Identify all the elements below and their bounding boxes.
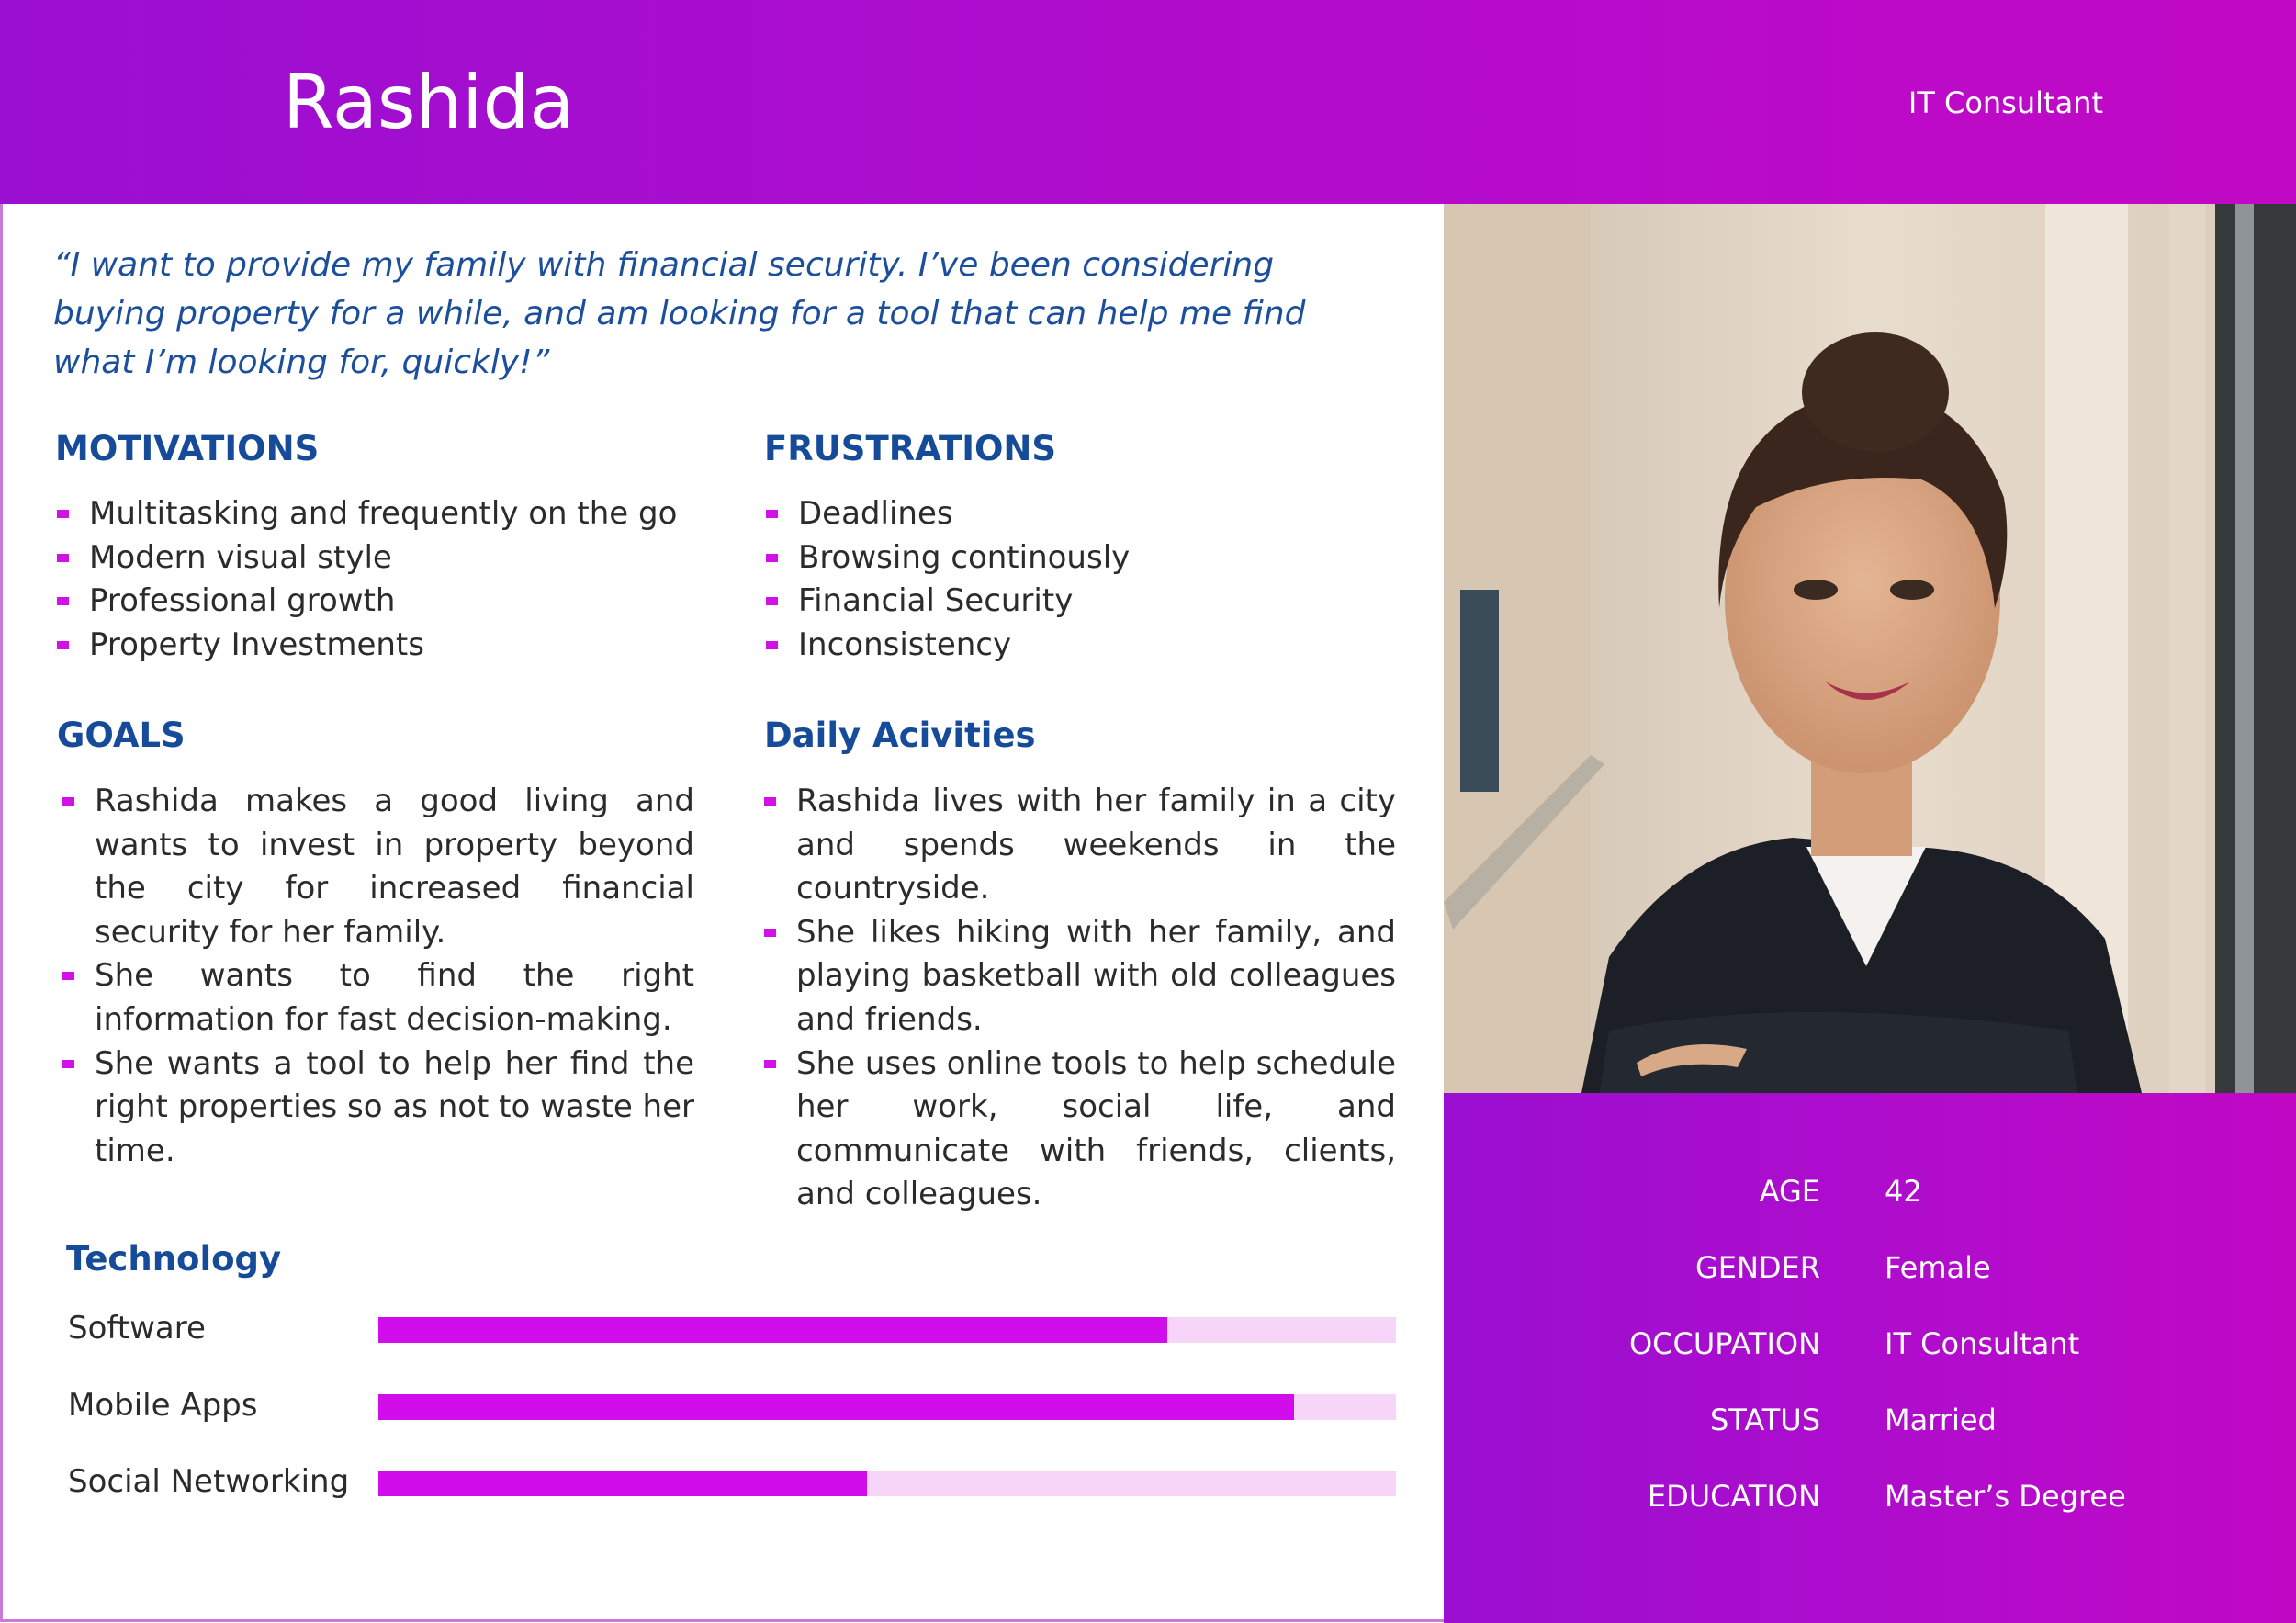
motivations-title: MOTIVATIONS [55, 429, 320, 468]
persona-portrait-illustration [1444, 204, 2296, 1093]
profile-label: STATUS [1709, 1403, 1820, 1437]
tech-bar-software [378, 1317, 1396, 1343]
profile-label: OCCUPATION [1628, 1326, 1820, 1361]
profile-row-education [1444, 1475, 2296, 1517]
profile-label: EDUCATION [1647, 1479, 1820, 1514]
profile-value: IT Consultant [1885, 1326, 2080, 1361]
persona-role: IT Consultant [1908, 85, 2103, 120]
persona-name: Rashida [283, 60, 575, 145]
profile-info-panel [1444, 1093, 2296, 1623]
goals-list [61, 780, 694, 1173]
goal-item: She wants a tool to help her find the right properties so as not to waste her time. [61, 1043, 694, 1174]
frustration-item: Browsing continously [764, 536, 1398, 580]
tech-bar-fill [378, 1317, 1167, 1343]
goal-item: She wants to find the right information for fast decision-making. [61, 954, 694, 1042]
goal-item: Rashida makes a good living and wants to invest in property beyond the city for increased financial security for her family. [61, 780, 694, 954]
persona-header [0, 0, 2296, 204]
profile-value: Master’s Degree [1885, 1479, 2126, 1514]
tech-label-software: Software [68, 1310, 206, 1347]
tech-bar-fill [378, 1471, 867, 1496]
frustration-item: Deadlines [764, 492, 1398, 536]
tech-label-mobile-apps: Mobile Apps [68, 1387, 258, 1424]
frustrations-title: FRUSTRATIONS [764, 429, 1057, 468]
profile-label: AGE [1759, 1174, 1820, 1209]
motivation-item: Professional growth [55, 580, 716, 624]
tech-bar-fill [378, 1394, 1294, 1420]
persona-photo [1444, 204, 2296, 1093]
profile-label: GENDER [1694, 1250, 1820, 1285]
profile-row-occupation [1444, 1323, 2296, 1365]
tech-bar-social-networking [378, 1471, 1396, 1496]
motivation-item: Property Investments [55, 624, 716, 668]
profile-row-gender [1444, 1246, 2296, 1289]
profile-row-age [1444, 1170, 2296, 1212]
tech-label-social-networking: Social Networking [68, 1463, 350, 1500]
daily-activity-item: Rashida lives with her family in a city and spends weekends in the countryside. [762, 780, 1396, 911]
motivations-list [55, 492, 716, 667]
motivation-item: Multitasking and frequently on the go [55, 492, 716, 536]
motivation-item: Modern visual style [55, 536, 716, 580]
tech-bar-mobile-apps [378, 1394, 1396, 1420]
frustration-item: Inconsistency [764, 624, 1398, 668]
daily-activities-title: Daily Acivities [764, 716, 1036, 755]
frustrations-list [764, 492, 1398, 667]
profile-value: Female [1885, 1250, 1991, 1285]
daily-activity-item: She uses online tools to help schedule her work, social life, and communicate with friends, clients, and colleagues. [762, 1043, 1396, 1217]
daily-activities-list [762, 780, 1396, 1217]
persona-quote: “I want to provide my family with financial security. I’ve been considering buying property for a while, and am looking for a tool that can help me find what I’m looking for, quickly!” [53, 246, 1306, 381]
technology-title: Technology [66, 1239, 282, 1279]
profile-value: Married [1885, 1403, 1997, 1437]
profile-value: 42 [1885, 1174, 1922, 1209]
profile-row-status [1444, 1399, 2296, 1441]
goals-title: GOALS [57, 716, 186, 755]
frustration-item: Financial Security [764, 580, 1398, 624]
daily-activity-item: She likes hiking with her family, and playing basketball with old colleagues and friends. [762, 911, 1396, 1043]
